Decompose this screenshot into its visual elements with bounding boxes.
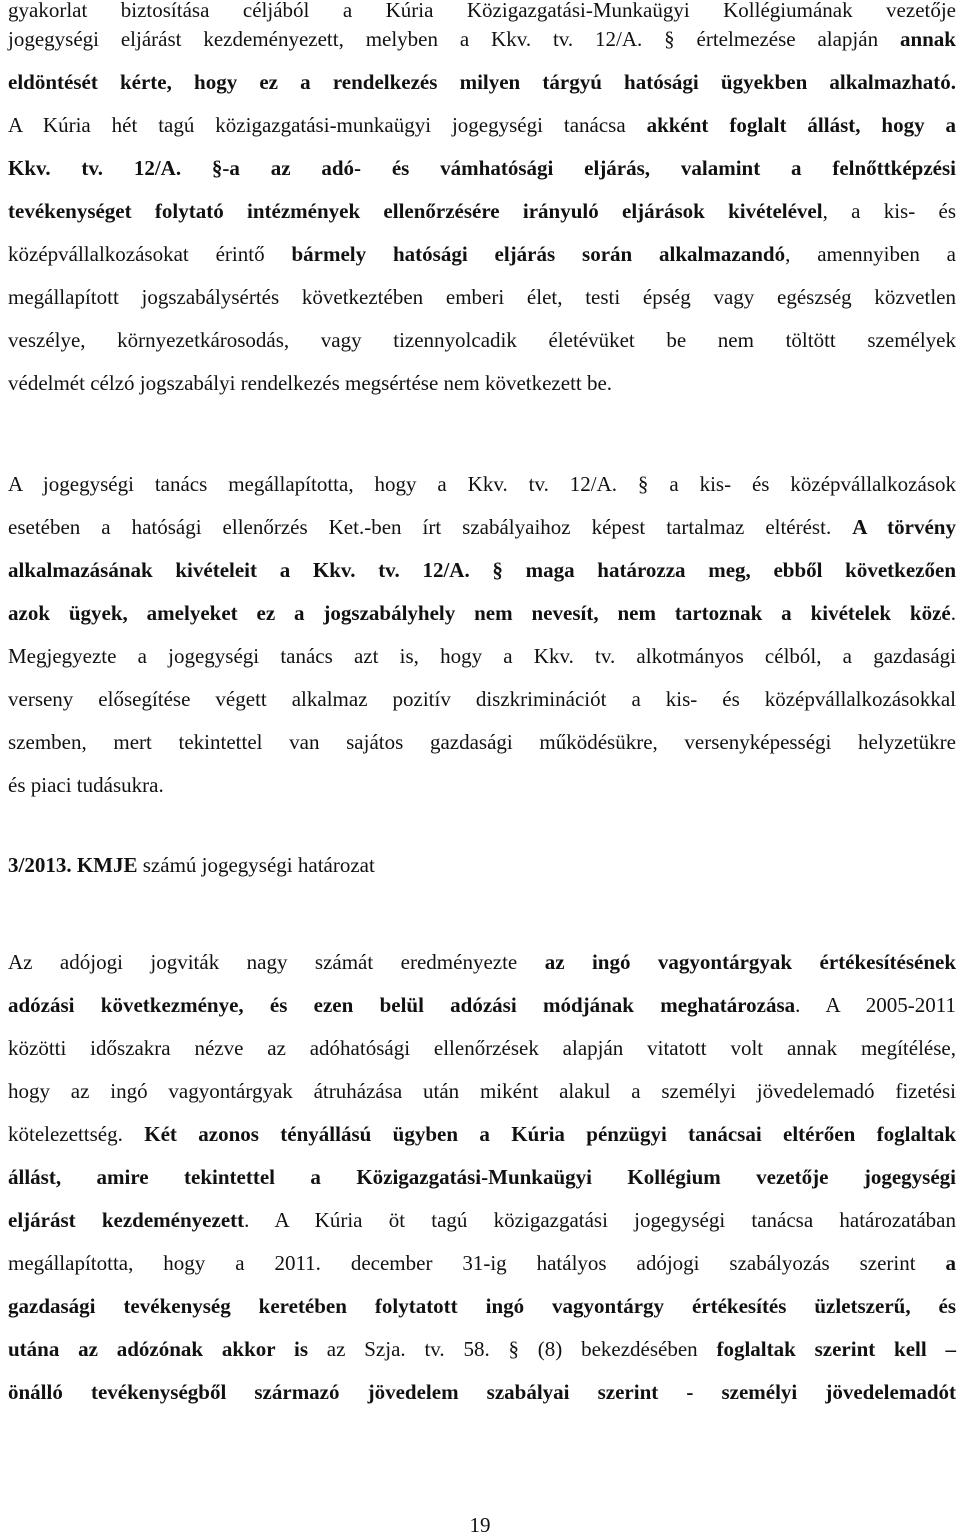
bold-text-segment: foglaltak szerint kell –: [716, 1337, 956, 1361]
text-segment: és piaci tudásukra.: [8, 773, 164, 797]
text-segment: .: [950, 601, 956, 625]
text-line: [8, 282, 956, 312]
bold-text-segment: tevékenységet folytató intézmények ellenőrzésére irányuló eljárások kivételével: [8, 199, 823, 223]
text-line: [8, 1162, 956, 1192]
bold-text-segment: a: [945, 1251, 956, 1275]
text-segment: középvállalkozásokat érintő: [8, 242, 292, 266]
text-line: [8, 641, 956, 671]
text-line: [8, 555, 956, 585]
bold-text-segment: alkalmazásának kivételeit a Kkv. tv. 12/A. § maga határozza meg, ebből következően: [8, 558, 956, 582]
text-line: [8, 947, 956, 977]
text-segment: , amennyiben a: [785, 242, 956, 266]
text-line: [8, 1076, 956, 1106]
text-line: [8, 153, 956, 183]
text-segment: . A Kúria öt tagú közigazgatási jogegységi tanácsa határozatában: [244, 1208, 956, 1232]
bold-text-segment: bármely hatósági eljárás során alkalmazandó: [291, 242, 786, 266]
text-line: [8, 1119, 956, 1149]
text-segment: veszélye, környezetkárosodás, vagy tizennyolcadik életévüket be nem töltött személyek: [8, 328, 956, 352]
text-line: [8, 727, 956, 757]
text-segment: jogegységi eljárást kezdeményezett, melyben a Kkv. tv. 12/A. § értelmezése alapján: [8, 27, 900, 51]
bold-text-segment: adózási következménye, és ezen belül adózási módjának meghatározása: [8, 993, 796, 1017]
text-segment: . A 2005-2011: [795, 993, 956, 1017]
text-segment: hogy az ingó vagyontárgyak átruházása után miként alakul a személyi jövedelemadó fizetési: [8, 1079, 956, 1103]
text-line: [8, 1248, 956, 1278]
text-line: [8, 1205, 956, 1235]
bold-text-segment: Két azonos tényállású ügyben a Kúria pénzügyi tanácsai eltérően foglaltak: [144, 1122, 956, 1146]
text-line: [8, 368, 956, 398]
text-line: [8, 1033, 956, 1063]
bold-text-segment: az ingó vagyontárgyak értékesítésének: [544, 950, 956, 974]
text-segment: kötelezettség.: [8, 1122, 145, 1146]
text-segment: , a kis- és: [822, 199, 956, 223]
bold-text-segment: annak: [899, 27, 956, 51]
text-line: [8, 0, 956, 25]
bold-text-segment: gazdasági tevékenység keretében folytatott ingó vagyontárgy értékesítés üzletszerű, és: [8, 1294, 956, 1318]
text-segment: védelmét célzó jogszabályi rendelkezés megsértése nem következett be.: [8, 371, 613, 395]
text-line: [8, 990, 956, 1020]
bold-text-segment: állást, amire tekintettel a Közigazgatási-Munkaügyi Kollégium vezetője jogegységi: [8, 1165, 956, 1189]
text-segment: A Kúria hét tagú közigazgatási-munkaügyi jogegységi tanácsa: [8, 113, 647, 137]
text-line: [8, 1334, 956, 1364]
bold-text-segment: azok ügyek, amelyeket ez a jogszabályhely nem nevesít, nem tartoznak a kivételek közé: [8, 601, 951, 625]
text-segment: A jogegységi tanács megállapította, hogy a Kkv. tv. 12/A. § a kis- és középvállalkozások: [8, 472, 956, 496]
text-line: [8, 24, 956, 54]
text-line: [8, 1291, 956, 1321]
text-segment: verseny elősegítése végett alkalmaz pozitív diszkriminációt a kis- és középvállalkozásokkal: [8, 687, 956, 711]
text-line: [8, 67, 956, 97]
text-segment: Megjegyezte a jogegységi tanács azt is, hogy a Kkv. tv. alkotmányos célból, a gazdasági: [8, 644, 956, 668]
text-segment: az Szja. tv. 58. § (8) bekezdésében: [308, 1337, 717, 1361]
bold-text-segment: 3/2013. KMJE: [8, 853, 138, 877]
text-segment: megállapított jogszabálysértés következtében emberi élet, testi épség vagy egészség közvetlen: [8, 285, 956, 309]
bold-text-segment: eljárást kezdeményezett: [8, 1208, 245, 1232]
text-line: [8, 469, 956, 499]
text-line: [8, 770, 956, 800]
text-line: [8, 325, 956, 355]
bold-text-segment: önálló tevékenységből származó jövedelem szabályai szerint - személyi jövedelemadót: [8, 1380, 956, 1404]
text-line: [8, 196, 956, 226]
bold-text-segment: eldöntését kérte, hogy ez a rendelkezés milyen tárgyú hatósági ügyekben alkalmazható.: [8, 70, 956, 94]
page-number: 19: [469, 1513, 491, 1537]
bold-text-segment: utána az adózónak akkor is: [8, 1337, 309, 1361]
bold-text-segment: Kkv. tv. 12/A. §-a az adó- és vámhatósági eljárás, valamint a felnőttképzési: [8, 156, 956, 180]
text-line: [8, 110, 956, 140]
text-segment: esetében a hatósági ellenőrzés Ket.-ben írt szabályaihoz képest tartalmaz eltérést.: [8, 515, 853, 539]
text-segment: szemben, mert tekintettel van sajátos gazdasági működésükre, versenyképességi helyzetükre: [8, 730, 956, 754]
text-segment: Az adójogi jogviták nagy számát eredményezte: [8, 950, 545, 974]
text-line: [8, 684, 956, 714]
text-segment: megállapította, hogy a 2011. december 31-ig hatályos adójogi szabályozás szerint: [8, 1251, 946, 1275]
text-line: [8, 850, 956, 880]
text-segment: számú jogegységi határozat: [137, 853, 375, 877]
text-segment: gyakorlat biztosítása céljából a Kúria Közigazgatási-Munkaügyi Kollégiumának vezetője: [8, 0, 956, 22]
text-line: [8, 598, 956, 628]
text-line: [8, 1377, 956, 1407]
text-segment: közötti időszakra nézve az adóhatósági ellenőrzések alapján vitatott volt annak megítélése,: [8, 1036, 956, 1060]
bold-text-segment: akként foglalt állást, hogy a: [646, 113, 956, 137]
text-line: [8, 512, 956, 542]
text-line: [8, 239, 956, 269]
bold-text-segment: A törvény: [852, 515, 956, 539]
